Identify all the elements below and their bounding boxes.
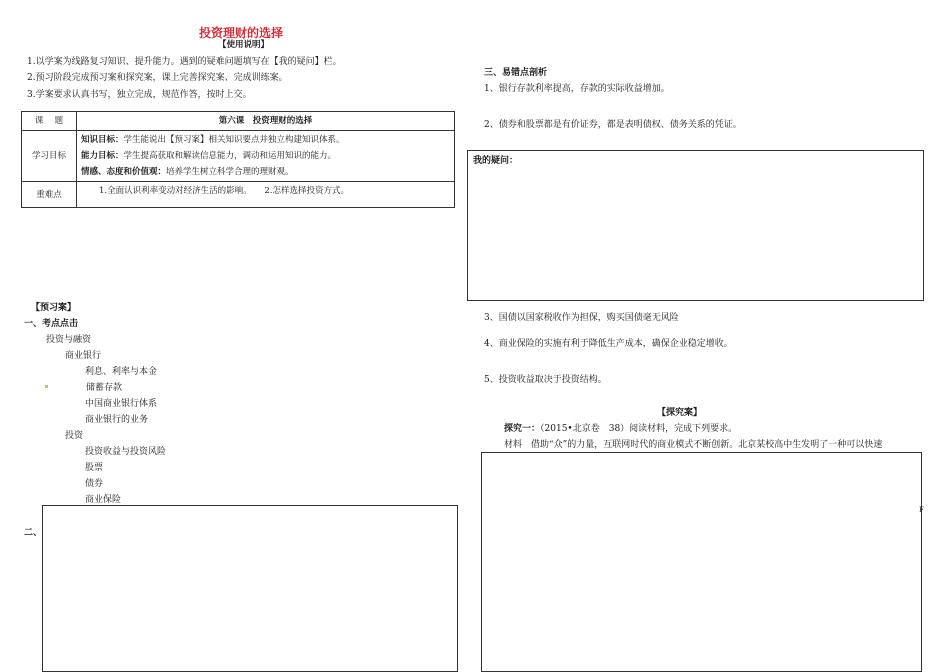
- my-questions-box[interactable]: [467, 150, 924, 301]
- goal-ability: 能力目标：学生提高获取和解读信息能力，调动和运用知识的能力。: [81, 151, 337, 161]
- goal-list: [77, 131, 455, 182]
- topic-value: 第六课 投资理财的选择: [77, 112, 455, 131]
- edge-mark: F: [919, 506, 924, 514]
- key-label: 重难点: [22, 182, 77, 208]
- my-questions-label: 我的疑问：: [473, 156, 519, 166]
- goal-label: 学习目标: [22, 131, 77, 182]
- topic-label: 课 题: [22, 112, 77, 131]
- outline-item: 商业银行的业务: [85, 415, 149, 425]
- page-title: 投资理财的选择: [199, 26, 284, 40]
- goal-attitude: 情感、态度和价值观：培养学生树立科学合理的理财观。: [81, 167, 294, 177]
- explore-heading: 【探究案】: [657, 408, 703, 418]
- error-item: 4、商业保险的实施有利于降低生产成本，确保企业稳定增收。: [484, 339, 733, 349]
- instruction-2: 2.预习阶段完成预习案和探究案，课上完善探究案、完成训练案。: [27, 73, 288, 83]
- outline-item: 商业银行: [65, 351, 102, 361]
- errors-heading: 三、易错点剖析: [484, 68, 548, 78]
- instruction-3: 3.学案要求认真书写，独立完成，规范作答，按时上交。: [27, 90, 252, 100]
- bullet-marker: [45, 385, 48, 388]
- outline-item: 债券: [85, 479, 104, 489]
- outline-item: 股票: [85, 463, 104, 473]
- explore-material: 材料 借助“众”的力量，互联网时代的商业模式不断创新。北京某校高中生发明了一种可以快速: [504, 440, 883, 450]
- outline-item: 储蓄存款: [86, 383, 123, 393]
- instruction-1: 1.以学案为线路复习知识、提升能力。遇到的疑难问题填写在【我的疑问】栏。: [27, 57, 342, 67]
- learning-goal-table: [21, 111, 455, 208]
- outline-item: 投资: [65, 431, 84, 441]
- outline-item: 商业保险: [85, 495, 122, 505]
- error-item: 5、投资收益取决于投资结构。: [484, 375, 607, 385]
- usage-heading: 【使用说明】: [218, 40, 270, 50]
- section-2-answer-box[interactable]: [42, 505, 458, 672]
- explore-answer-box[interactable]: [481, 452, 922, 672]
- error-item: 1、银行存款利率提高，存款的实际收益增加。: [484, 84, 670, 94]
- key-value: 1.全面认识利率变动对经济生活的影响。 2.怎样选择投资方式。: [77, 182, 455, 208]
- section-1-heading: 一、考点点击: [24, 319, 79, 329]
- outline-item: 投资与融资: [46, 335, 92, 345]
- outline-item: 投资收益与投资风险: [85, 447, 167, 457]
- section-2-heading: 二、: [24, 528, 43, 538]
- goal-knowledge: 知识目标：学生能说出【预习案】相关知识要点并独立构建知识体系。: [81, 135, 345, 145]
- preview-heading: 【预习案】: [31, 303, 77, 313]
- error-item: 3、国债以国家税收作为担保，购买国债毫无风险: [484, 313, 679, 323]
- error-item: 2、债券和股票都是有价证券，都是表明债权、债务关系的凭证。: [484, 120, 742, 130]
- explore-question-1: 探究一：（2015•北京卷 38）阅读材料，完成下列要求。: [504, 424, 738, 434]
- outline-item: 中国商业银行体系: [85, 399, 158, 409]
- outline-item: 利息、利率与本金: [85, 367, 158, 377]
